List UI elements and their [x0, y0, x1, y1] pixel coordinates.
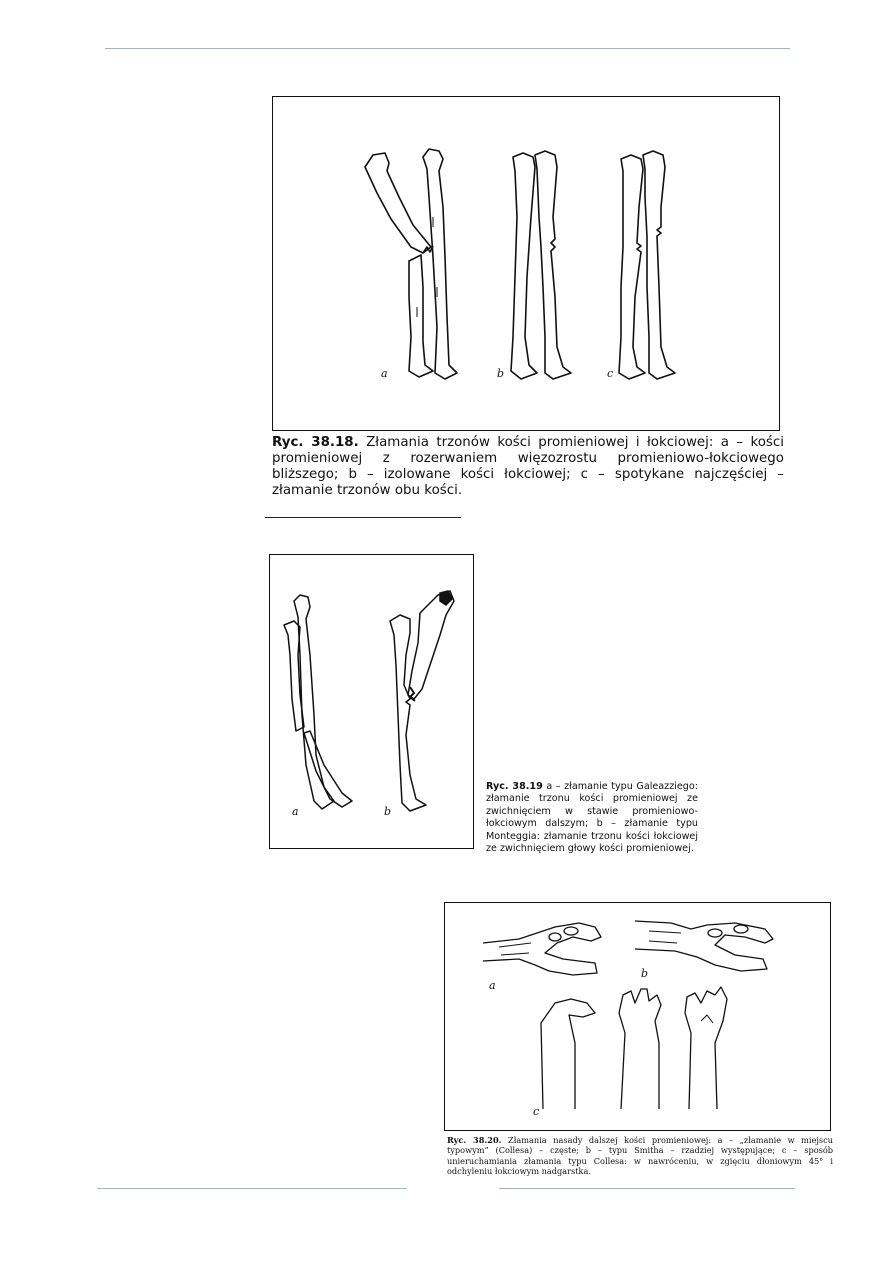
figure-38-20-distal-radius-fractures — [444, 902, 831, 1131]
figure-label-a: a — [381, 367, 388, 380]
figure-38-19-galeazzi-monteggia — [269, 554, 474, 849]
figure-38-18-caption — [272, 435, 784, 499]
figure-38-19-caption — [486, 781, 698, 855]
caption-label: Ryc. 38.18. — [272, 435, 359, 450]
footer-rule-left — [97, 1188, 407, 1189]
caption-text: a – złamanie typu Galeazziego: złamanie trzonu kości promieniowej ze zwichnięciem w stawie promieniowo-łokciowym dalszym; b – złamanie typu Monteggia: złamanie trzonu kości łokciowej ze zwichnięciem głowy kości promieniowej. — [486, 781, 698, 855]
figure-38-18-forearm-shaft-fractures — [272, 96, 780, 431]
figure-label-b: b — [641, 967, 649, 980]
caption-text: Złamania nasady dalszej kości promieniowej: a – „złamanie w miejscu typowym” (Collesa) – częste; b – typu Smitha – rzadziej występujące; c – sposób unieruchamiania złamania typu Collesa: w nawróceniu, w zgięciu dłoniowym 45° i odchyleniu łokciowym nadgarstka. — [447, 1135, 833, 1177]
galeazzi-monteggia-drawing — [270, 555, 473, 848]
figure-label-c: c — [607, 367, 614, 380]
caption-text: Złamania trzonów kości promieniowej i łokciowej: a – kości promieniowej z rozerwaniem więzozrostu promieniowo-łokciowego bliższego; b – izolowane kości łokciowej; c – spotykane najczęściej – złamanie trzonów obu kości. — [272, 435, 784, 498]
distal-radius-drawing — [445, 903, 830, 1130]
caption-label: Ryc. 38.20. — [447, 1135, 502, 1145]
header-rule — [105, 48, 790, 49]
figure-label-c: c — [533, 1105, 540, 1118]
figure-label-b: b — [384, 805, 392, 818]
forearm-fracture-drawing — [273, 97, 779, 430]
caption-label: Ryc. 38.19 — [486, 781, 543, 792]
figure-label-a: a — [292, 805, 299, 818]
figure-label-a: a — [489, 979, 496, 992]
footer-rule-right — [499, 1188, 795, 1189]
figure-38-20-caption — [447, 1135, 833, 1177]
figure-label-b: b — [497, 367, 505, 380]
section-divider — [265, 517, 461, 518]
